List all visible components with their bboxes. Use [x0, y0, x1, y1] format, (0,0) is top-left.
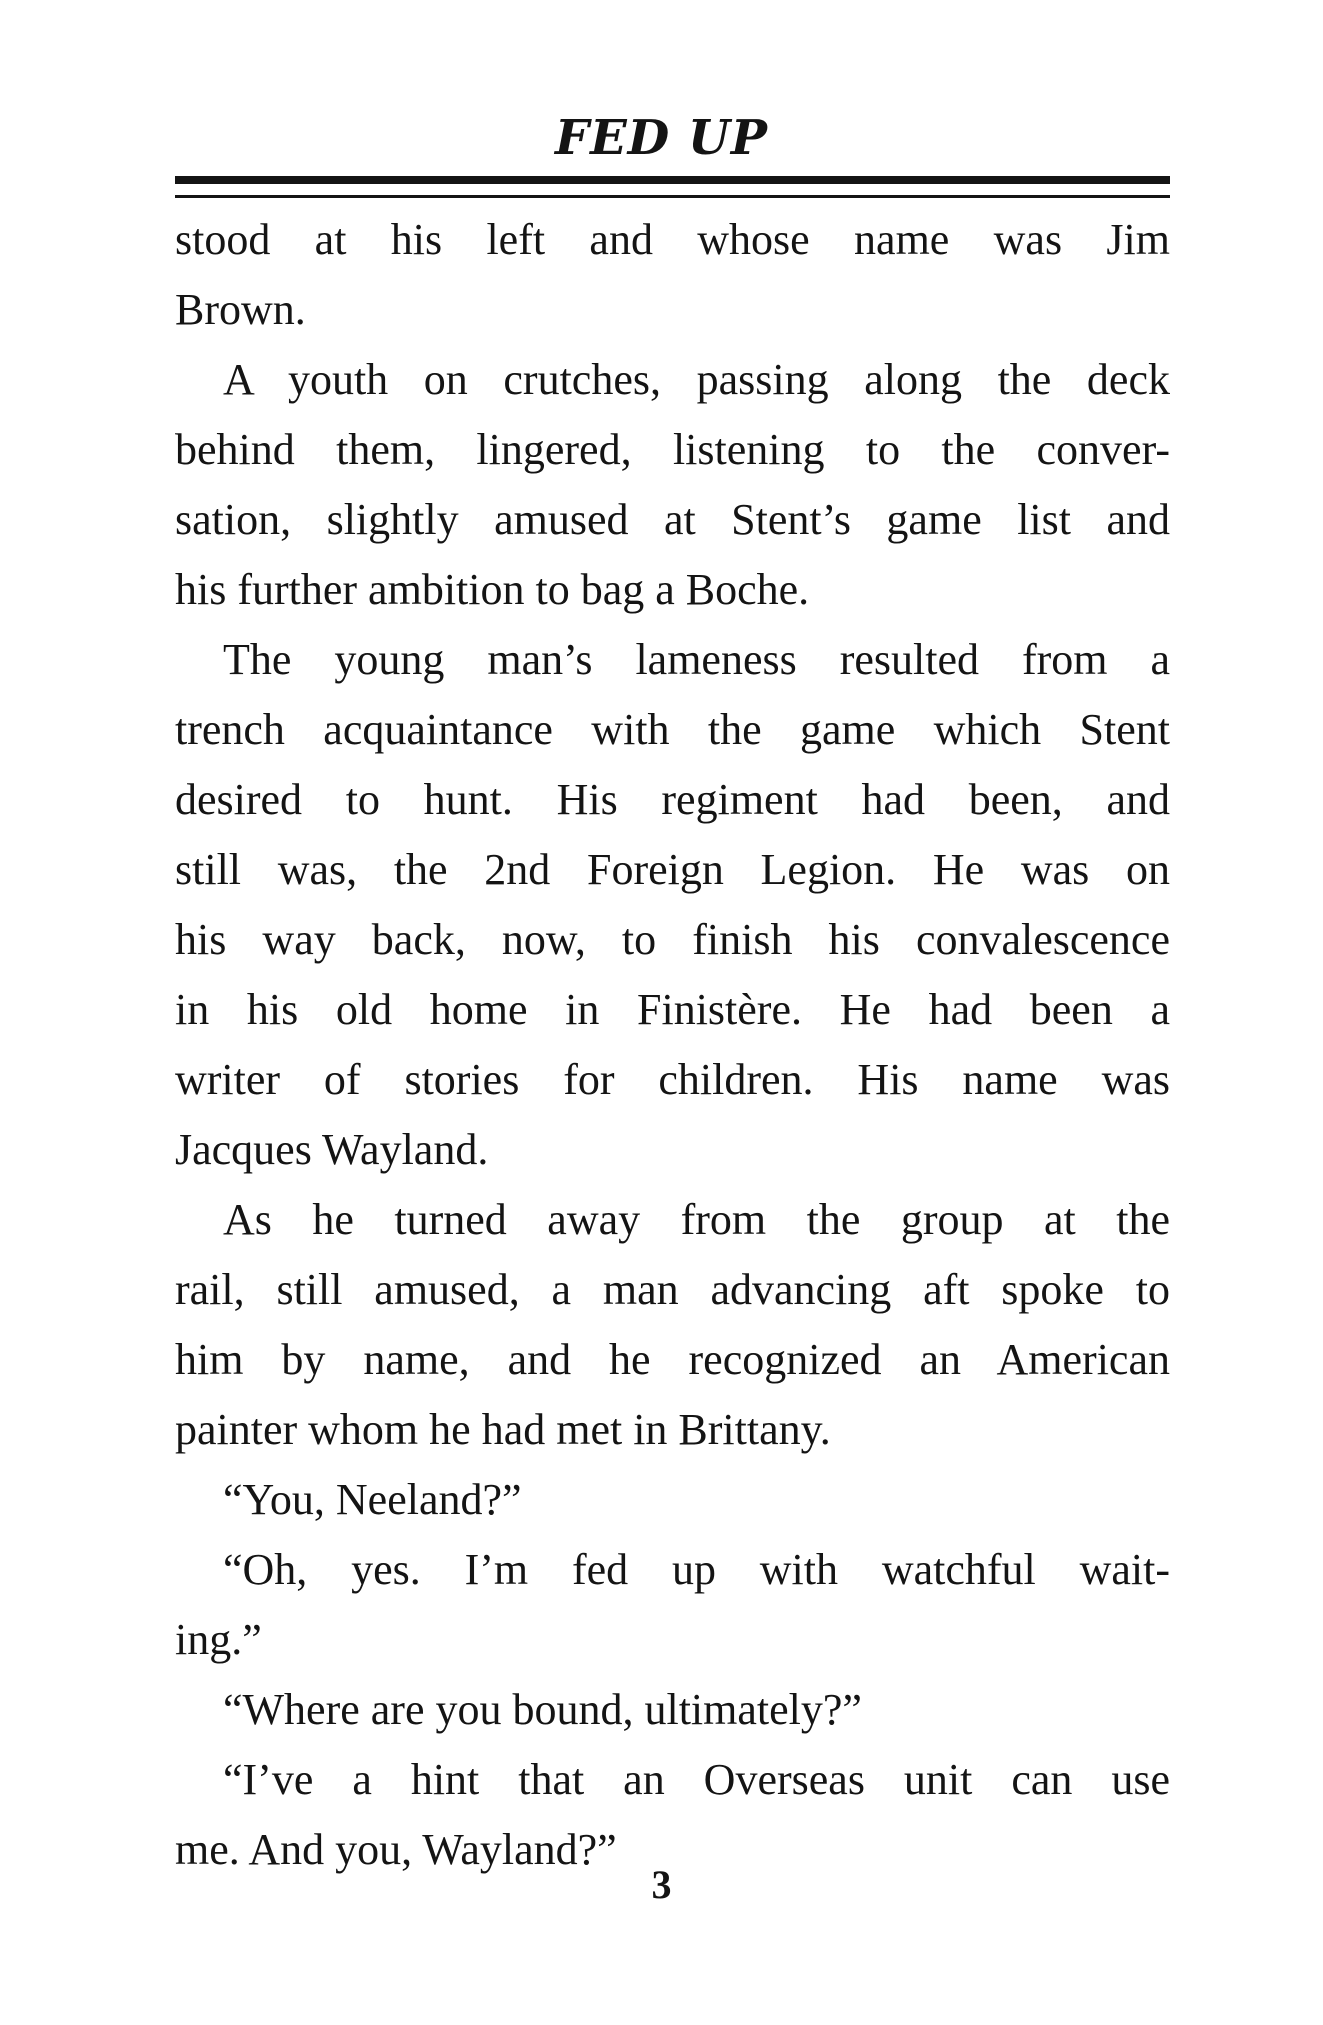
- text-line: painter whom he had met in Brittany.: [175, 1405, 831, 1454]
- page-number: 3: [651, 1862, 672, 1907]
- text-line: rail, still amused, a man advancing aft spoke to: [175, 1265, 1170, 1314]
- text-line: desired to hunt. His regiment had been, and: [175, 775, 1170, 824]
- text-line: Jacques Wayland.: [175, 1125, 489, 1174]
- text-line: “You, Neeland?”: [223, 1475, 522, 1524]
- text-line: him by name, and he recognized an American: [175, 1335, 1170, 1384]
- text-line: A youth on crutches, passing along the deck: [223, 355, 1170, 404]
- text-line: stood at his left and whose name was Jim: [175, 215, 1170, 264]
- body-text: [175, 205, 1170, 1885]
- text-line: “Where are you bound, ultimately?”: [223, 1685, 862, 1734]
- text-line: his further ambition to bag a Boche.: [175, 565, 810, 614]
- header-rule-thick: [175, 176, 1170, 184]
- text-line: still was, the 2nd Foreign Legion. He was on: [175, 845, 1170, 894]
- running-head: FED UP: [555, 110, 768, 166]
- text-line: in his old home in Finistère. He had been a: [175, 985, 1170, 1034]
- text-line: behind them, lingered, listening to the conver-: [175, 425, 1170, 474]
- text-line: As he turned away from the group at the: [223, 1195, 1170, 1244]
- text-line: writer of stories for children. His name was: [175, 1055, 1170, 1104]
- text-line: his way back, now, to finish his convalescence: [175, 915, 1170, 964]
- text-line: “Oh, yes. I’m fed up with watchful wait-: [223, 1545, 1170, 1594]
- text-line: trench acquaintance with the game which Stent: [175, 705, 1170, 754]
- text-line: Brown.: [175, 285, 306, 334]
- text-line: sation, slightly amused at Stent’s game list and: [175, 495, 1170, 544]
- text-line: ing.”: [175, 1615, 262, 1664]
- header-rule-thin: [175, 195, 1170, 198]
- text-line: me. And you, Wayland?”: [175, 1825, 617, 1874]
- text-line: “I’ve a hint that an Overseas unit can use: [223, 1755, 1170, 1804]
- text-line: The young man’s lameness resulted from a: [223, 635, 1170, 684]
